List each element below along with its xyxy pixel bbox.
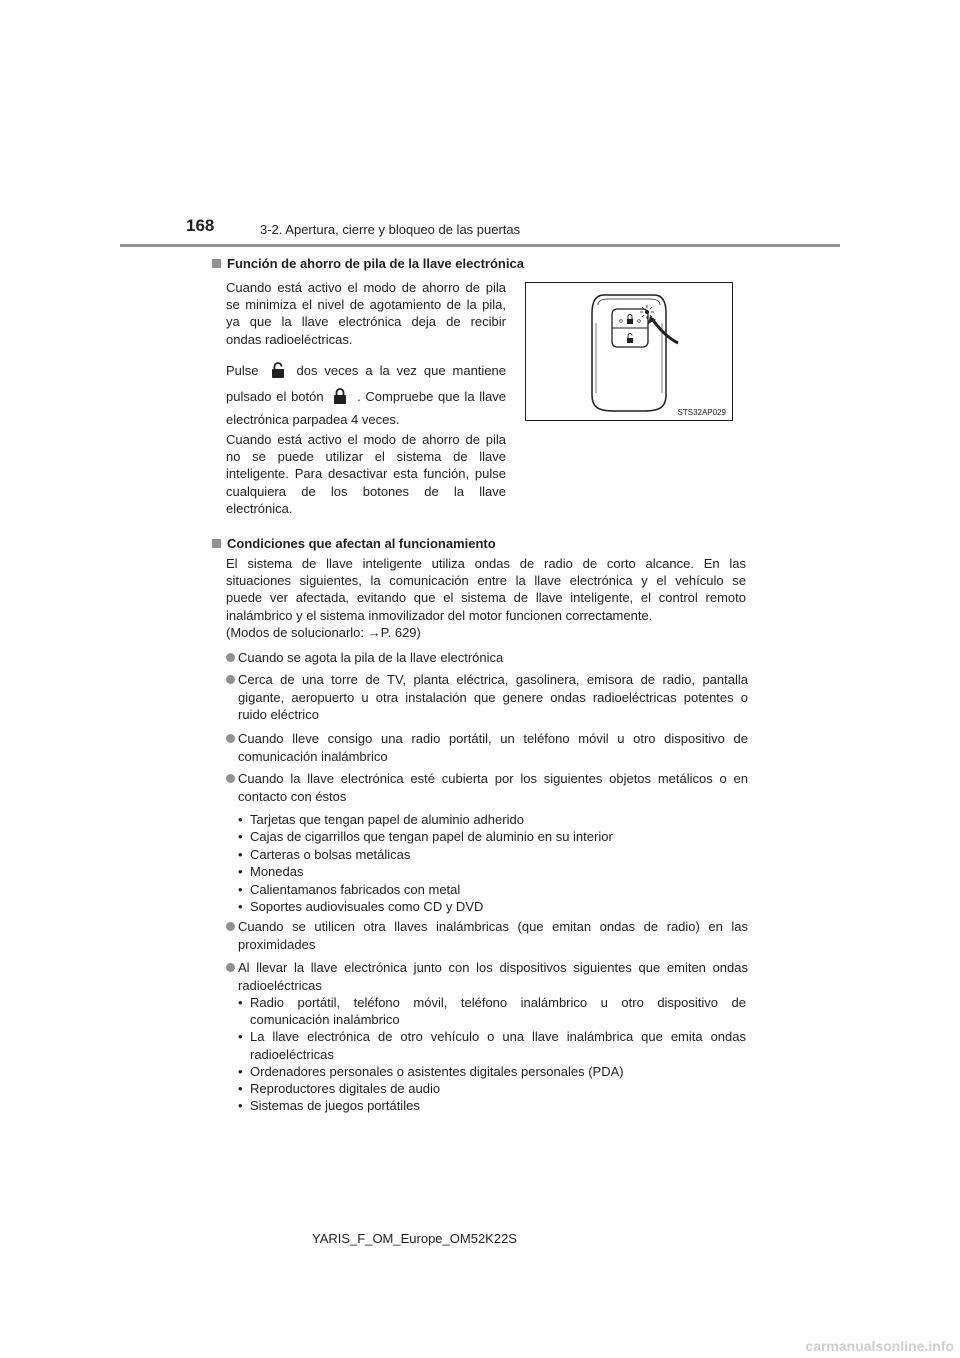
battery-saving-paragraph-1 bbox=[226, 279, 506, 348]
list-item bbox=[238, 1063, 746, 1080]
text-twice: dos veces a la vez que mantiene bbox=[296, 363, 506, 378]
text-line: radioeléctricas bbox=[238, 977, 322, 993]
list-item: • Calientamanos fabricados con metal bbox=[238, 881, 613, 898]
bullet-battery-depleted bbox=[226, 649, 748, 667]
text-line: Cuando se utilicen otra llaves inalámbricas (que emitan ondas de radio) en las bbox=[238, 919, 748, 934]
metal-objects-list bbox=[238, 811, 613, 915]
devices-list bbox=[238, 994, 746, 1114]
text-line: comunicación inalámbrico bbox=[238, 748, 388, 764]
page-reference: (Modos de solucionarlo: →P. 629) bbox=[226, 624, 421, 640]
text-line: Cuando lleve consigo una radio portátil, un teléfono móvil u otro dispositivo de bbox=[238, 731, 748, 746]
list-item: • Carteras o bolsas metálicas bbox=[238, 846, 613, 863]
bullet-other-wireless-keys bbox=[226, 918, 748, 953]
text-line: El sistema de llave inteligente utiliza ondas de radio de corto alcance. En las bbox=[226, 556, 746, 571]
square-bullet-icon bbox=[212, 539, 221, 548]
round-bullet-icon bbox=[226, 653, 235, 662]
bullet-carried-with-devices bbox=[226, 959, 748, 994]
text-line: Cuando se agota la pila de la llave electrónica bbox=[238, 650, 504, 665]
text-line bbox=[226, 384, 506, 410]
section-title: 3-2. Apertura, cierre y bloqueo de las puertas bbox=[260, 222, 521, 237]
text-line: comunicación inalámbrico bbox=[250, 1012, 400, 1028]
conditions-intro bbox=[226, 555, 746, 641]
list-item: • Tarjetas que tengan papel de aluminio adherido bbox=[238, 811, 613, 828]
text-line: Cuando la llave electrónica esté cubierta por los siguientes objetos metálicos o en bbox=[238, 771, 748, 786]
text-line: ya que la llave electrónica deja de recibir bbox=[226, 314, 506, 330]
watermark: carmanualsonline.info bbox=[805, 1338, 954, 1354]
round-bullet-icon bbox=[226, 774, 235, 783]
battery-saving-heading bbox=[212, 256, 524, 271]
text-line: • La llave electrónica de otro vehículo o una llave inalámbrica que emita ondas bbox=[250, 1029, 746, 1045]
round-bullet-icon bbox=[226, 734, 235, 743]
battery-saving-paragraph-2 bbox=[226, 358, 506, 430]
list-item: • Cajas de cigarrillos que tengan papel de aluminio en su interior bbox=[238, 828, 613, 845]
text-line: • Radio portátil, teléfono móvil, teléfono inalámbrico u otro dispositivo de bbox=[250, 995, 746, 1010]
page-number: 168 bbox=[186, 216, 215, 235]
text-line: Al llevar la llave electrónica junto con los dispositivos siguientes que emiten ondas bbox=[238, 960, 748, 975]
text-line: contacto con éstos bbox=[238, 788, 347, 804]
text-line: cualquiera de los botones de la llave bbox=[226, 483, 506, 499]
list-item bbox=[238, 1080, 746, 1097]
text-check: . Compruebe que la llave bbox=[357, 389, 506, 404]
text-line: Cuando está activo el modo de ahorro de pila bbox=[226, 432, 506, 447]
text-line: inalámbrico y el sistema inmovilizador del motor funcionen correctamente. bbox=[226, 607, 653, 623]
square-bullet-icon bbox=[212, 259, 221, 268]
text-line: • Sistemas de juegos portátiles bbox=[250, 1098, 420, 1114]
list-item bbox=[238, 1097, 746, 1114]
text-line: puede ver afectada, evitando que el sistema de llave inteligente, el control remoto bbox=[226, 590, 746, 606]
lock-icon bbox=[333, 388, 347, 404]
round-bullet-icon bbox=[226, 922, 235, 931]
text-line: inteligente. Para desactivar esta función, pulse bbox=[226, 466, 506, 482]
text-line: ondas radioeléctricas. bbox=[226, 331, 353, 347]
header-rule bbox=[120, 244, 840, 247]
text-line: proximidades bbox=[238, 936, 316, 952]
conditions-heading-text: Condiciones que afectan al funcionamiento bbox=[227, 536, 496, 551]
text-line: electrónica parpadea 4 veces. bbox=[226, 412, 400, 427]
text-line bbox=[226, 358, 506, 384]
text-line: • Ordenadores personales o asistentes digitales personales (PDA) bbox=[250, 1063, 624, 1079]
bullet-metal-covered bbox=[226, 770, 748, 805]
text-line: situaciones siguientes, la comunicación entre la llave electrónica y el vehículo se bbox=[226, 573, 746, 589]
text-line: se minimiza el nivel de agotamiento de la pila, bbox=[226, 297, 506, 313]
text-pulse: Pulse bbox=[226, 363, 259, 378]
list-item: • Soportes audiovisuales como CD y DVD bbox=[238, 898, 613, 915]
document-code: YARIS_F_OM_Europe_OM52K22S bbox=[312, 1231, 517, 1246]
text-line: Cuando está activo el modo de ahorro de pila bbox=[226, 280, 506, 295]
unlock-icon bbox=[271, 362, 285, 378]
text-line: Cerca de una torre de TV, planta eléctrica, gasolinera, emisora de radio, pantalla bbox=[238, 672, 748, 687]
list-item bbox=[238, 994, 746, 1028]
text-line: electrónica. bbox=[226, 500, 293, 516]
text-line: gigante, aeropuerto u otra instalación que genere ondas radioeléctricas potentes o bbox=[238, 689, 748, 705]
round-bullet-icon bbox=[226, 675, 235, 684]
text-line: ruido eléctrico bbox=[238, 707, 319, 723]
bullet-carrying-devices bbox=[226, 730, 748, 765]
text-holding: pulsado el botón bbox=[226, 389, 324, 404]
round-bullet-icon bbox=[226, 963, 235, 972]
figure-label: STS32AP029 bbox=[677, 408, 726, 417]
battery-saving-paragraph-3 bbox=[226, 431, 506, 517]
electronic-key-illustration bbox=[526, 283, 732, 420]
list-item: • Monedas bbox=[238, 863, 613, 880]
conditions-heading bbox=[212, 536, 496, 551]
text-line: • Reproductores digitales de audio bbox=[250, 1081, 441, 1097]
list-item bbox=[238, 1028, 746, 1062]
text-line: radioeléctricas bbox=[250, 1046, 334, 1062]
battery-saving-heading-text: Función de ahorro de pila de la llave electrónica bbox=[227, 256, 524, 271]
bullet-near-radio-sources bbox=[226, 671, 748, 724]
electronic-key-figure bbox=[525, 282, 733, 421]
text-line: no se puede utilizar el sistema de llave bbox=[226, 449, 506, 465]
